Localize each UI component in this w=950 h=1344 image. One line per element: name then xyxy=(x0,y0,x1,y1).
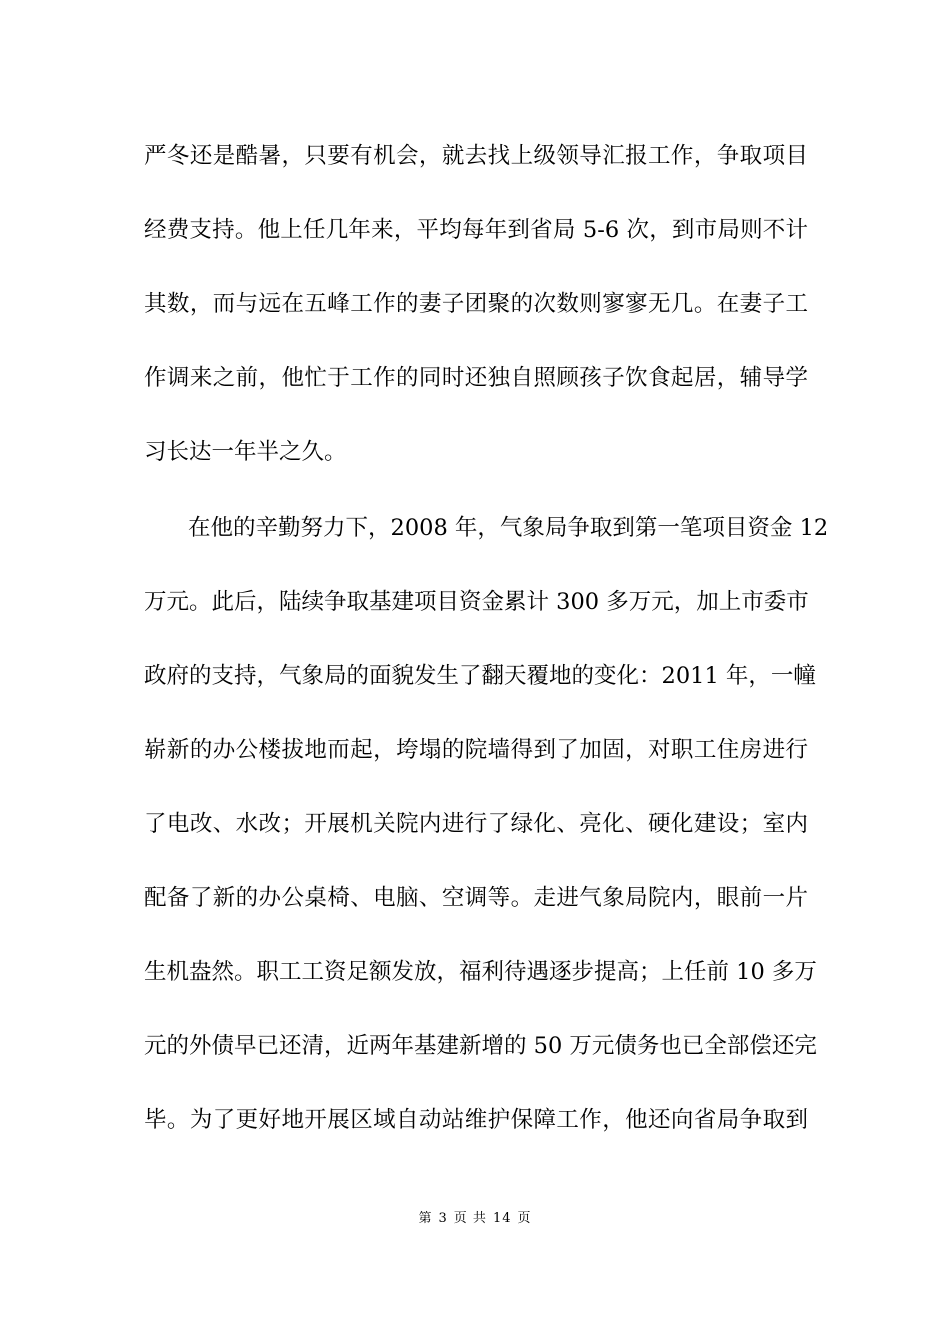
text-line: 严冬还是酷暑，只要有机会，就去找上级领导汇报工作，争取项目 xyxy=(144,143,808,169)
text-line: 配备了新的办公桌椅、电脑、空调等。走进气象局院内，眼前一片 xyxy=(144,885,808,911)
text-line: 习长达一年半之久。 xyxy=(144,439,347,465)
text-line: 在他的辛勤努力下，2008 年，气象局争取到第一笔项目资金 12 xyxy=(188,515,829,541)
footer-current-page: 3 xyxy=(438,1211,448,1226)
page-footer xyxy=(0,1207,950,1231)
footer-prefix: 第 xyxy=(418,1211,433,1226)
text-line: 生机盎然。职工工资足额发放，福利待遇逐步提高；上任前 10 多万 xyxy=(144,959,817,985)
text-line: 元的外债早已还清，近两年基建新增的 50 万元债务也已全部偿还完 xyxy=(144,1033,817,1059)
text-line: 崭新的办公楼拔地而起，垮塌的院墙得到了加固，对职工住房进行 xyxy=(144,737,808,763)
text-line: 作调来之前，他忙于工作的同时还独自照顾孩子饮食起居，辅导学 xyxy=(144,365,808,391)
footer-total-pages: 14 xyxy=(492,1211,512,1226)
footer-middle: 页 共 xyxy=(453,1211,487,1226)
text-line: 其数，而与远在五峰工作的妻子团聚的次数则寥寥无几。在妻子工 xyxy=(144,291,808,317)
text-line: 了电改、水改；开展机关院内进行了绿化、亮化、硬化建设；室内 xyxy=(144,811,808,837)
text-line: 毕。为了更好地开展区域自动站维护保障工作，他还向省局争取到 xyxy=(144,1107,808,1133)
text-line: 万元。此后，陆续争取基建项目资金累计 300 多万元，加上市委市 xyxy=(144,589,809,615)
text-line: 政府的支持，气象局的面貌发生了翻天覆地的变化：2011 年，一幢 xyxy=(144,663,816,689)
footer-suffix: 页 xyxy=(517,1211,532,1226)
text-line: 经费支持。他上任几年来，平均每年到省局 5-6 次，到市局则不计 xyxy=(144,217,808,243)
